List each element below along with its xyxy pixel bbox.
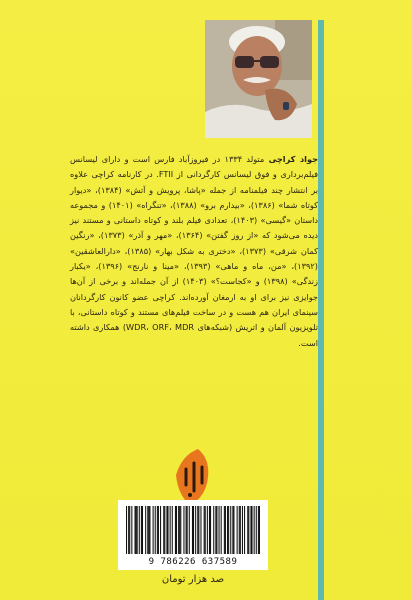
barcode-bar xyxy=(251,506,252,554)
publisher-logo xyxy=(172,447,214,507)
barcode-bar xyxy=(186,506,187,554)
barcode-bar xyxy=(175,506,176,554)
barcode-bar xyxy=(164,506,165,554)
barcode-bar xyxy=(250,506,251,554)
barcode-bar xyxy=(205,506,206,554)
barcode-bar xyxy=(215,506,216,554)
barcode-bar xyxy=(145,506,146,554)
barcode-bar xyxy=(147,506,148,554)
isbn-number: 9 786226 637589 xyxy=(148,557,238,567)
barcode-bar xyxy=(126,506,127,554)
author-name: جواد کراچی xyxy=(268,154,318,164)
barcode-bar xyxy=(239,506,240,554)
barcode-bar xyxy=(244,506,245,554)
barcode-bar xyxy=(237,506,238,554)
barcode-bar xyxy=(247,506,248,554)
barcode-bar xyxy=(167,506,168,554)
barcode-bar xyxy=(228,506,229,554)
barcode-bar xyxy=(204,506,205,554)
barcode-bar xyxy=(158,506,159,554)
barcode-bar xyxy=(221,506,222,554)
barcode-bar xyxy=(178,506,179,554)
author-portrait-icon xyxy=(205,20,312,138)
barcode-bar xyxy=(225,506,226,554)
barcode-bar xyxy=(137,506,138,554)
barcode-bar xyxy=(210,506,211,554)
barcode-bar xyxy=(141,506,142,554)
barcode-bar xyxy=(193,506,194,554)
barcode-bar xyxy=(259,506,260,554)
barcode-bar xyxy=(160,506,161,554)
author-photo xyxy=(205,20,312,138)
barcode-bar xyxy=(227,506,228,554)
price-label: صد هزار تومان xyxy=(161,574,225,585)
barcode-bar xyxy=(172,506,173,554)
barcode-bar xyxy=(170,506,171,554)
barcode-bar xyxy=(180,506,181,554)
barcode-bar xyxy=(166,506,167,554)
barcode xyxy=(118,500,268,570)
barcode-bar xyxy=(179,506,180,554)
author-bio xyxy=(70,152,318,351)
barcode-bar xyxy=(219,506,220,554)
barcode-bar xyxy=(256,506,257,554)
barcode-bar xyxy=(187,506,188,554)
barcode-bar xyxy=(136,506,137,554)
barcode-bar xyxy=(254,506,255,554)
barcode-bar xyxy=(131,506,132,554)
barcode-bar xyxy=(230,506,231,554)
barcode-bar xyxy=(128,506,129,554)
barcode-bar xyxy=(240,506,241,554)
barcode-bar xyxy=(198,506,199,554)
barcode-bar xyxy=(139,506,140,554)
barcode-bar xyxy=(153,506,154,554)
accent-strip xyxy=(318,20,324,600)
barcode-bar xyxy=(248,506,249,554)
barcode-bar xyxy=(209,506,210,554)
barcode-bar xyxy=(195,506,196,554)
barcode-bar xyxy=(192,506,193,554)
author-bio-text: متولد ۱۳۳۴ در فیروزآباد فارس است و دارای لیسانس فیلم‌برداری و فوق لیسانس کارگردانی از FTII. در کارنامه کراچی علاوه بر انتشار چند فیلمنامه از جمله «پاشا، پرویش و آتش» (۱۳۸۴)، «دیوار کوتاه شما» (۱۳۸۶)، «بیدارم برو» (۱۳۸۸)، «تنگراه» (۱۴۰۱) و مجموعه داستان «گیسی» (۱۴۰۳)، تعدادی فیلم بلند و کوتاه داستانی و مستند نیز دیده می‌شود که «از روز گفتن» (۱۳۶۴)، «مهر و آذر» (۱۳۷۳)، «رنگین کمان شرقی» (۱۳۷۳)، «دختری به شکل بهار» (۱۳۸۵)، «دارالعاشقین» (۱۳۹۲)، «من، ماه و ماهی» (۱۳۹۳)، «مینا و نارنج» (۱۳۹۶)، «یکبار زندگی» (۱۳۹۸) و «کجاست؟» (۱۴۰۳) از آن جمله‌اند و برخی از آن‌ها جوایزی نیز برای او به ارمغان آورده‌اند. کراچی عضو کانون کارگردانان سینمای ایران هم هست و در ساخت فیلم‌های مستند و کوتاه داستانی، با تلویزیون آلمان و اتریش (شبکه‌های WDR، ORF، MDR) همکاری داشته است. xyxy=(70,154,319,348)
barcode-bar xyxy=(224,506,225,554)
barcode-bar xyxy=(135,506,136,554)
barcode-bar xyxy=(233,506,234,554)
barcode-bar xyxy=(163,506,164,554)
publisher-logo-icon xyxy=(172,447,214,507)
barcode-bar xyxy=(200,506,201,554)
barcode-bar xyxy=(197,506,198,554)
barcode-bar xyxy=(142,506,143,554)
barcode-bar xyxy=(183,506,184,554)
barcode-bar xyxy=(148,506,149,554)
barcode-bar xyxy=(149,506,150,554)
barcode-bar xyxy=(207,506,208,554)
barcode-bar xyxy=(213,506,214,554)
barcode-bar xyxy=(157,506,158,554)
barcode-bar xyxy=(232,506,233,554)
barcode-bar xyxy=(216,506,217,554)
barcode-bar xyxy=(258,506,259,554)
barcode-bar xyxy=(155,506,156,554)
barcode-bar xyxy=(189,506,190,554)
barcode-bar xyxy=(129,506,130,554)
barcode-bar xyxy=(176,506,177,554)
barcode-bar xyxy=(242,506,243,554)
barcode-icon xyxy=(126,506,260,554)
